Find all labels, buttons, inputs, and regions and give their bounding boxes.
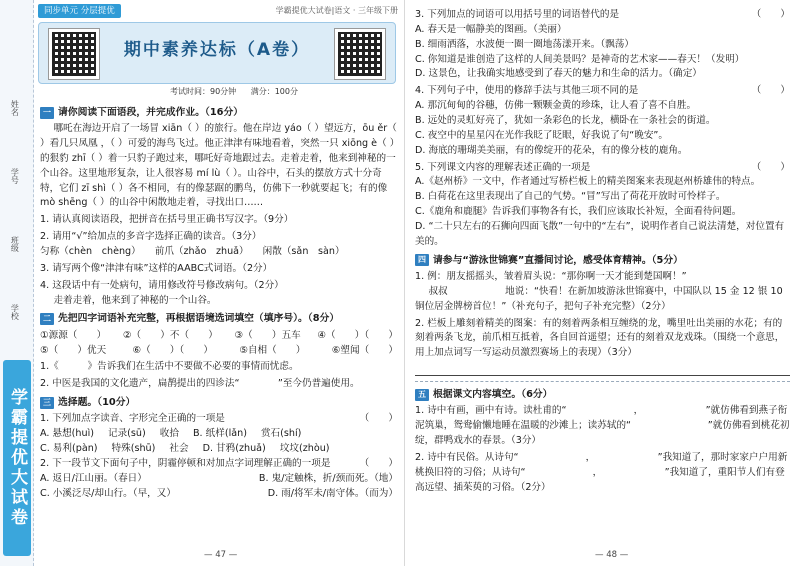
qr-code-icon[interactable] bbox=[335, 29, 385, 79]
choice-option: 坟坟(zhòu) bbox=[279, 442, 330, 454]
section-2-heading: 二 先把四字词语补充完整，再根据语境选词填空（填序号）。（8分） bbox=[40, 311, 398, 326]
question-5-2[interactable]: 2. 诗中有民俗。从诗句“ ， ”我知道了，那时家家户户用新桃换旧符的习俗；从诗句“ ， ”我知道了，重阳节人们有登高远望、插茱萸的习俗。（2分） bbox=[415, 451, 788, 493]
question-3-2: 2. 下一段节文下面句子中，阴霾停顿和对加点字词理解正确的一项是 bbox=[40, 457, 331, 469]
answer-paren[interactable]: （ ） bbox=[751, 9, 790, 20]
idiom-blank[interactable]: ①源源（ ） bbox=[40, 329, 107, 341]
idiom-blank[interactable]: ⑥（ ）（ ） bbox=[132, 344, 214, 356]
question-3-2-row bbox=[40, 457, 398, 472]
sentence-to-fix: 走着走着，他来到了神秘的一个山谷。 bbox=[53, 294, 217, 306]
polyphone-option[interactable]: 前爪（zhǎo zhuǎ） bbox=[154, 246, 249, 258]
question-3-1-options bbox=[40, 427, 398, 442]
choice-option[interactable]: C. 小溪泛尽/却山行。（早，又） bbox=[40, 487, 176, 499]
question-5-1[interactable]: 1. 诗中有画，画中有诗。读杜甫的“ ， ”就仿佛看到燕子衔泥筑巢，鸳鸯偷懒地睡在温暖的沙滩上；读苏轼的“ ”就仿佛看到桃花初绽，群鸭戏水的春景。（3分） bbox=[415, 405, 790, 446]
section-badge-icon: 一 bbox=[40, 107, 54, 119]
idiom-blank[interactable]: ⑤自相（ ） bbox=[239, 344, 306, 356]
binding-field-school: 学校 bbox=[10, 304, 20, 320]
choice-option: 特殊(shū) bbox=[111, 442, 156, 454]
exam-time: 考试时间：90分钟 bbox=[169, 87, 237, 96]
choice-option[interactable]: C. 你知道是谁创造了这样的人间美景吗？是神奇的艺术家——春天！（发明） bbox=[415, 53, 745, 65]
choice-option[interactable]: C. 易利(pàn) bbox=[40, 442, 98, 454]
choice-option[interactable]: C.《鹿角和鹿腿》告诉我们事物各有长，我们应该取长补短，全面看待问题。 bbox=[415, 206, 742, 218]
choice-option: 社会 bbox=[169, 442, 189, 454]
choice-option[interactable]: D. 雨/将军未/南守体。（而为） bbox=[267, 487, 398, 499]
question-3-3: 3. 下列加点的词语可以用括号里的词语替代的是 bbox=[415, 9, 620, 20]
question-2-1: 1.《 》告诉我们在生活中不要做不必要的事情而忧虑。 bbox=[40, 361, 299, 373]
choice-option[interactable]: A. 返日/江山丽。（春日） bbox=[40, 472, 147, 484]
answer-paren[interactable]: （ ） bbox=[359, 413, 398, 425]
exam-score: 满分：100分 bbox=[250, 87, 298, 96]
question-3-4: 4. 下列句子中，使用的修辞手法与其他三项不同的是 bbox=[415, 85, 639, 97]
question-3-1-row bbox=[40, 412, 398, 427]
brand-logo-vertical: 学霸提优大试卷 bbox=[3, 360, 31, 556]
question-3-1-options bbox=[40, 442, 398, 457]
question-3-5: 5. 下列课文内容的理解表述正确的一项是 bbox=[415, 161, 591, 173]
section-badge-icon: 四 bbox=[415, 254, 429, 266]
choice-option[interactable]: B. 纸样(lǎn) bbox=[192, 428, 247, 440]
polyphone-options bbox=[40, 245, 398, 260]
page-48 bbox=[404, 0, 800, 566]
answer-line[interactable] bbox=[415, 364, 790, 376]
choice-option: 收拾 bbox=[159, 428, 179, 440]
answer-paren[interactable]: （ ） bbox=[359, 457, 398, 469]
reading-passage: 哪吒在海边开启了一场冒 xiān（ ）的旅行。他在岸边 yáo（ ）望远方，ōu ěr（ ）看几只凤凰 ，（ ）可爱的海鸟飞过。他正津津有味地看着，突然一只 xiōng è（ ）的狠豹 zhī（ ）着一只豹子跑过来，哪吒好奇地跟过去。走着走着，他来到神秘的一个山谷。这里地形复杂，让人很容易 mí lù（ ）。山谷中，石头的摆放方式十分奇特，它们 zī shì（ ）各不相同，有的像瑟踞的鹏鸟，仿佛下一秒就要起飞；有的像 mò shēng（ ）的山谷中闲散地走着，寻找出口…… bbox=[40, 123, 397, 209]
section-badge-icon: 五 bbox=[415, 389, 429, 401]
question-3-3-row bbox=[415, 8, 790, 23]
idiom-row bbox=[40, 344, 398, 359]
choice-option[interactable]: D. “二十只左右的石狮向四面飞散”一句中的“左右”，说明作者自己说法清楚，对位置有美的。 bbox=[415, 221, 785, 247]
choice-option[interactable]: B. 远处的灵虹好亮了，犹如一条彩色的长龙，横卧在一条社会的街道。 bbox=[415, 115, 716, 127]
exam-meta bbox=[154, 86, 314, 100]
choice-option[interactable]: D. 这景色，让我确实地感受到了春天的魅力和生命的活力。（确定） bbox=[415, 68, 702, 80]
polyphone-option[interactable]: 闲散（sǎn sàn） bbox=[262, 246, 345, 258]
choice-option[interactable]: A. 春天是一幅静美的图画。（美丽） bbox=[415, 23, 567, 35]
question-1-2: 2. 请用“√”给加点的多音字选择正确的读音。（3分） bbox=[40, 231, 262, 243]
choice-option[interactable]: A.《赵州桥》一文中，作者通过写桥栏板上的精美图案来表现赵州桥雄伟的特点。 bbox=[415, 176, 761, 188]
choice-option[interactable]: B. 细雨洒落，水波便一圈一圈地荡漾开来。（飘荡） bbox=[415, 38, 634, 50]
question-4-1: 1. 例：朋友摇摇头，皱着眉头说：“那你啊一天才能到楚国啊！” bbox=[415, 270, 687, 282]
series-tag: 同步单元 分层提优 bbox=[38, 4, 121, 18]
idiom-blank[interactable]: ⑥塑闻（ ） bbox=[331, 344, 398, 356]
question-3-5-row bbox=[415, 161, 790, 176]
idiom-blank[interactable]: ③（ ）五车 bbox=[234, 329, 301, 341]
binding-strip bbox=[0, 0, 34, 566]
series-title: 学霸提优大试卷|语文 · 三年级下册 bbox=[275, 6, 398, 15]
exam-title: 期中素养达标（A卷） bbox=[123, 40, 311, 60]
choice-option[interactable]: D. 海底的珊瑚美美丽，有的像绽开的花朵，有的像分枝的鹿角。 bbox=[415, 144, 688, 156]
question-3-2-options bbox=[40, 487, 398, 502]
section-badge-icon: 二 bbox=[40, 313, 54, 325]
binding-field-id: 学号 bbox=[10, 168, 20, 184]
binding-fields bbox=[8, 100, 26, 372]
question-3-1: 1. 下列加点字读音、字形完全正确的一项是 bbox=[40, 413, 225, 425]
question-4-1-fill[interactable]: 叔叔 地说：“快看！在新加坡游泳世锦赛中，中国队以 15 金 12 银 10 铜位居金牌榜首位！”（补充句子，把句子补充完整）（2分） bbox=[415, 285, 783, 312]
idiom-blank[interactable]: ⑤（ ）优天 bbox=[40, 344, 107, 356]
right-content bbox=[415, 8, 790, 495]
question-4-2: 2. 栏板上雕刻着精美的图案：有的刻着两条相互缠绕的龙，嘴里吐出美丽的水花；有的刻着两条飞龙，前爪相互抵着，各自回首遥望；还有的刻着双龙戏珠。（围绕一个意思，用上加点词写一写运动员激烈赛场上的表现）（3分） bbox=[415, 317, 785, 359]
choice-option[interactable]: C. 夜空中的星星闪在光作我眨了眨眼，好我说了句“晚安”。 bbox=[415, 129, 668, 141]
question-1-3: 3. 请写两个像“津津有味”这样的AABC式词语。（2分） bbox=[40, 262, 273, 274]
answer-paren[interactable]: （ ） bbox=[751, 161, 790, 173]
page-header bbox=[34, 4, 404, 18]
choice-option: 赏石(shí) bbox=[260, 428, 302, 440]
choice-option[interactable]: A. 悬想(huì) bbox=[40, 428, 94, 440]
binding-field-name: 姓名 bbox=[10, 100, 20, 116]
idiom-row bbox=[40, 329, 398, 344]
section-badge-icon: 三 bbox=[40, 397, 54, 409]
qr-code-icon[interactable] bbox=[49, 29, 99, 79]
question-1-4: 4. 这段话中有一处病句，请用修改符号修改病句。（2分） bbox=[40, 279, 284, 291]
binding-field-class: 班级 bbox=[10, 236, 20, 252]
choice-option: 记录(sū) bbox=[108, 428, 146, 440]
question-3-4-row bbox=[415, 84, 790, 99]
polyphone-option[interactable]: 匀称（chèn chèng） bbox=[40, 246, 141, 258]
answer-paren[interactable]: （ ） bbox=[751, 85, 790, 97]
choice-option[interactable]: D. 甘鸦(zhuǎ) bbox=[202, 442, 266, 454]
choice-option[interactable]: A. 那沉甸甸的谷穗，仿佛一颗颗金黄的珍珠，让人看了喜不自胜。 bbox=[415, 100, 697, 112]
section-4-heading: 四 请参与“游泳世锦赛”直播间讨论，感受体育精神。（5分） bbox=[415, 253, 790, 268]
section-3-heading: 三 选择题。（10分） bbox=[40, 395, 398, 410]
title-banner bbox=[38, 22, 396, 84]
choice-option[interactable]: B. 鬼/定触株，折/颈而死。（地） bbox=[258, 472, 398, 484]
section-1-heading: 一 请你阅读下面语段，并完成作业。（16分） bbox=[40, 105, 398, 120]
page-number: — 47 — bbox=[204, 549, 238, 560]
question-2-2: 2. 中医是我国的文化遗产，扁鹊提出的四诊法“ ”至今仍普遍使用。 bbox=[40, 378, 360, 390]
section-divider bbox=[415, 381, 790, 382]
page-47 bbox=[34, 0, 404, 566]
page-number: — 48 — bbox=[595, 549, 629, 560]
section-5-heading: 五 根据课文内容填空。（6分） bbox=[415, 387, 790, 402]
idiom-blank[interactable]: ④（ ）（ ） bbox=[317, 329, 398, 341]
idiom-blank[interactable]: ②（ ）不（ ） bbox=[122, 329, 218, 341]
question-3-2-options bbox=[40, 472, 398, 487]
left-content bbox=[40, 102, 398, 501]
choice-option[interactable]: B. 白荷花在这里表现出了自己的气势。“冒”写出了荷花开放时可怜样子。 bbox=[415, 191, 726, 203]
question-1-1: 1. 请认真阅读语段，把拼音在括号里正确书写汉字。（9分） bbox=[40, 214, 294, 226]
